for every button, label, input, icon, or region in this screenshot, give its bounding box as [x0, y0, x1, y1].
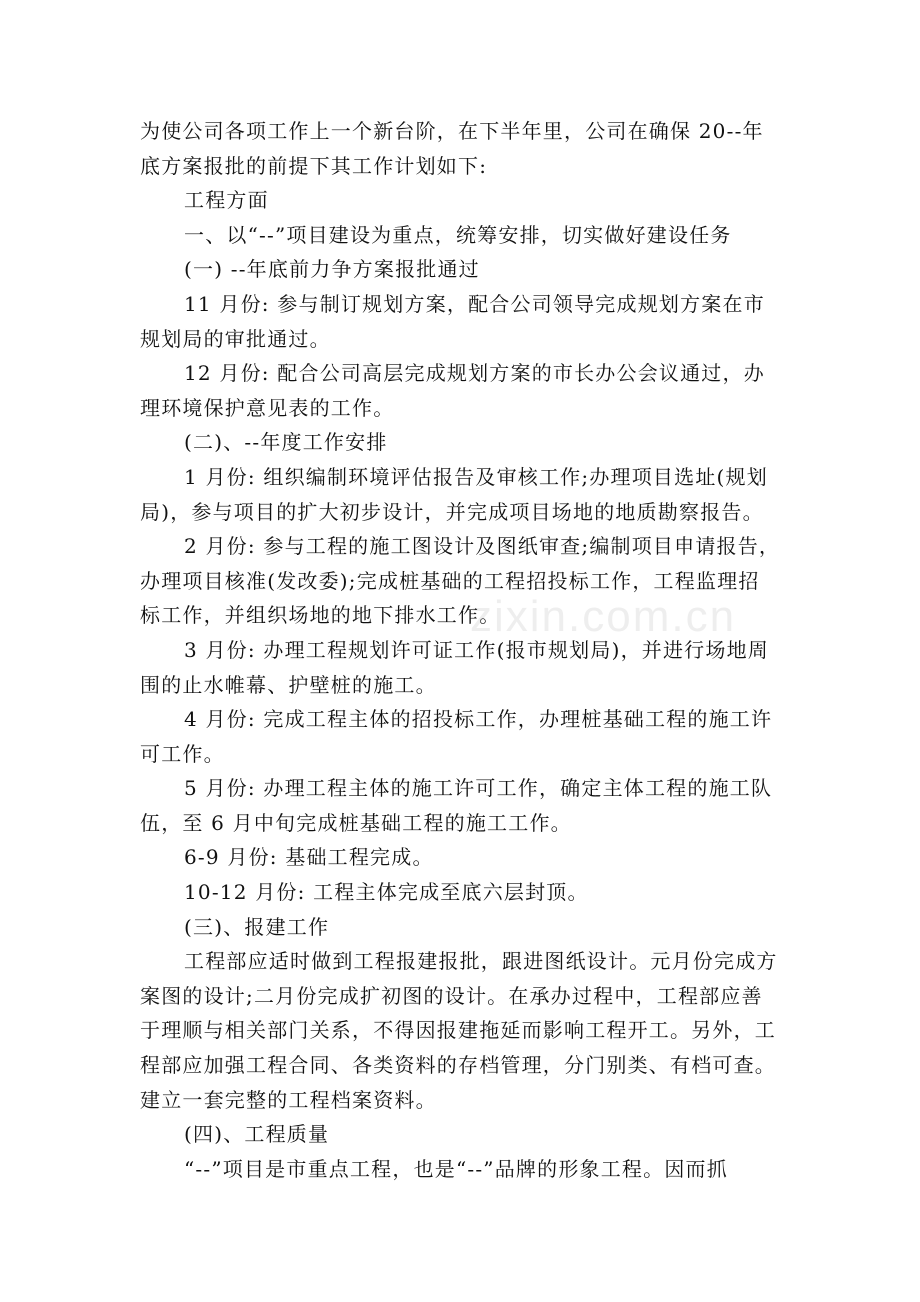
- text-line: 理环境保护意见表的工作。: [140, 395, 395, 420]
- text-line: 1 月份: 组织编制环境评估报告及审核工作;办理项目选址(规划: [184, 464, 768, 489]
- text-line: 程部应加强工程合同、各类资料的存档管理，分门别类、有档可查。: [140, 1053, 776, 1078]
- watermark: zixin.com.cn: [470, 592, 737, 641]
- text-line: 11 月份: 参与制订规划方案，配合公司领导完成规划方案在市: [184, 291, 765, 316]
- text-line: 案图的设计;二月份完成扩初图的设计。在承办过程中，工程部应善: [140, 983, 763, 1008]
- section-heading: 一、以“--”项目建设为重点，统筹安排，切实做好建设任务: [184, 222, 732, 247]
- text-line: 规划局的审批通过。: [140, 326, 331, 351]
- subsection-heading: (四)、工程质量: [184, 1122, 330, 1147]
- text-line: 办理项目核准(发改委);完成桩基础的工程招投标工作，工程监理招: [140, 568, 760, 593]
- text-line: 为使公司各项工作上一个新台阶，在下半年里，公司在确保 20--年: [140, 119, 764, 143]
- subsection-heading: (一) --年底前力争方案报批通过: [184, 257, 480, 282]
- text-line: 于理顺与相关部门关系，不得因报建拖延而影响工程开工。另外，工: [140, 1018, 776, 1043]
- text-line: 标工作，并组织场地的地下排水工作。: [140, 603, 501, 628]
- text-line: 伍，至 6 月中旬完成桩基础工程的施工工作。: [140, 810, 572, 835]
- section-heading: 工程方面: [184, 188, 269, 213]
- text-line: 10-12 月份: 工程主体完成至底六层封顶。: [184, 880, 589, 905]
- text-line: “--”项目是市重点工程，也是“--”品牌的形象工程。因而抓: [184, 1156, 728, 1181]
- text-line: 4 月份: 完成工程主体的招投标工作，办理桩基础工程的施工许: [184, 707, 773, 732]
- text-line: 6-9 月份: 基础工程完成。: [184, 845, 434, 870]
- subsection-heading: (三)、报建工作: [184, 914, 330, 939]
- text-line: 围的止水帷幕、护壁桩的施工。: [140, 672, 437, 697]
- text-line: 底方案报批的前提下其工作计划如下:: [140, 153, 488, 178]
- text-line: 可工作。: [140, 741, 225, 766]
- subsection-heading: (二)、--年度工作安排: [184, 430, 388, 455]
- text-line: 工程部应适时做到工程报建报批，跟进图纸设计。元月份完成方: [184, 949, 778, 974]
- text-line: 3 月份: 办理工程规划许可证工作(报市规划局)，并进行场地周: [184, 637, 769, 662]
- text-line: 建立一套完整的工程档案资料。: [140, 1087, 437, 1112]
- text-line: 局)，参与项目的扩大初步设计，并完成项目场地的地质勘察报告。: [140, 499, 764, 524]
- document-body: [140, 114, 788, 1186]
- text-line: 12 月份: 配合公司高层完成规划方案的市长办公会议通过，办: [184, 361, 765, 386]
- text-line: 5 月份: 办理工程主体的施工许可工作，确定主体工程的施工队: [184, 776, 773, 801]
- text-line: 2 月份: 参与工程的施工图设计及图纸审查;编制项目申请报告，: [184, 534, 781, 559]
